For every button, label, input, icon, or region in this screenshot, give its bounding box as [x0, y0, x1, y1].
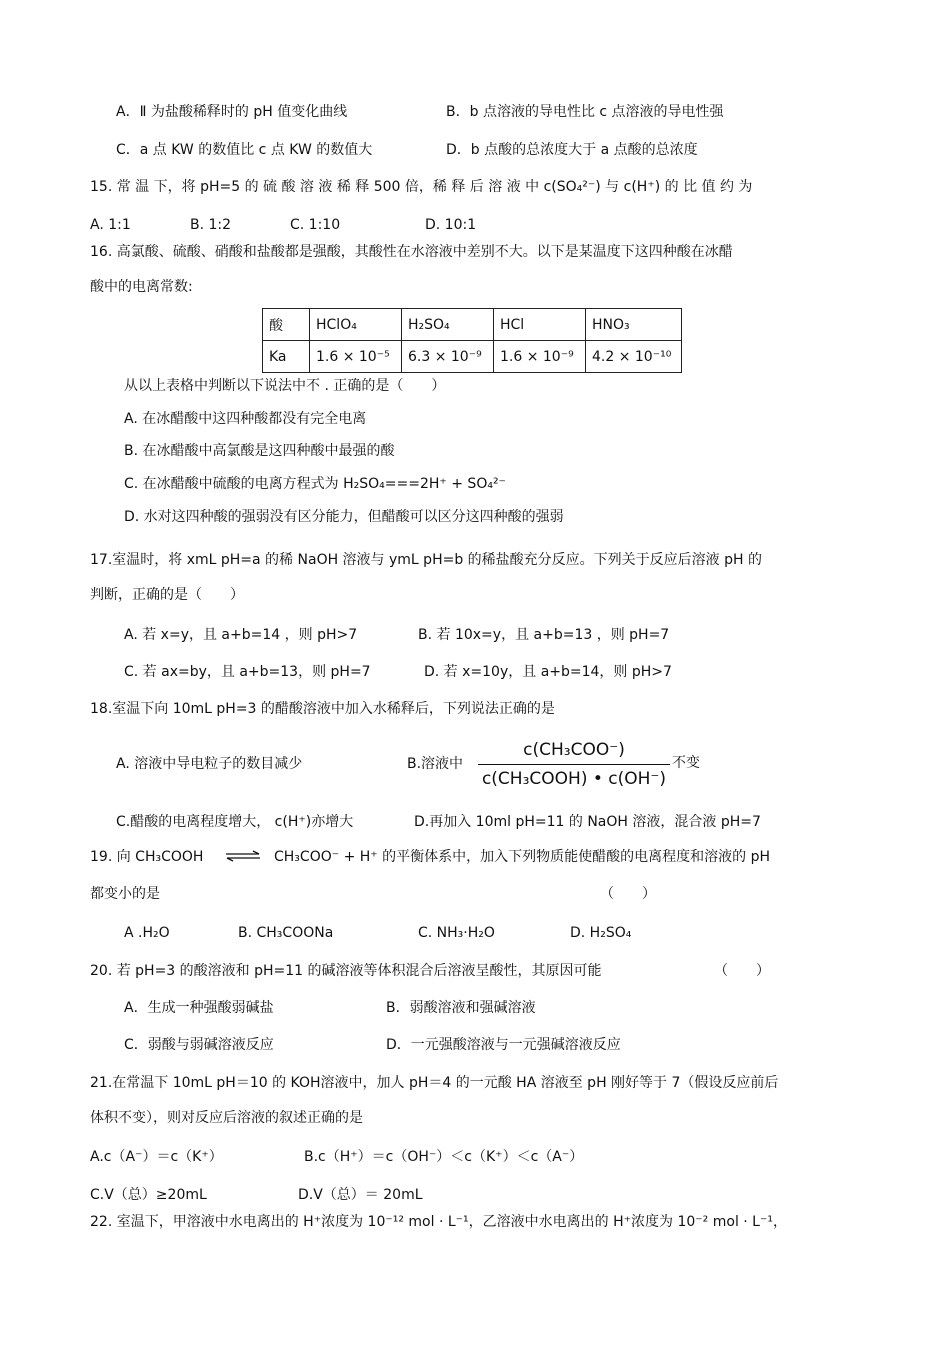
q14-option-c: C．a 点 KW 的数值比 c 点 KW 的数值大 — [116, 142, 373, 158]
fraction-denominator: c(CH₃COOH) • c(OH⁻) — [481, 769, 667, 789]
q21-stem-line2: 体积不变），则对反应后溶液的叙述正确的是 — [90, 1110, 363, 1126]
q20-stem: 20. 若 pH=3 的酸溶液和 pH=11 的碱溶液等体积混合后溶液呈酸性，其原因可能 — [90, 963, 602, 979]
ionization-constant-table — [262, 308, 682, 373]
table-header-cell: H₂SO₄ — [402, 309, 494, 341]
q20-answer-paren: （ ） — [714, 963, 770, 979]
table-row-label: Ka — [263, 341, 310, 373]
q21-option-a: A.c（A⁻）＝c（K⁺） — [90, 1149, 223, 1165]
q16-option-d: D. 水对这四种酸的强弱没有区分能力，但醋酸可以区分这四种酸的强弱 — [124, 509, 564, 525]
q19-option-d: D. H₂SO₄ — [570, 925, 632, 941]
table-cell: 4.2 × 10⁻¹⁰ — [586, 341, 682, 373]
q20-option-c: C．弱酸与弱碱溶液反应 — [124, 1037, 274, 1053]
q17-stem-line2: 判断，正确的是（ ） — [90, 587, 244, 603]
equilibrium-arrow-icon — [225, 850, 261, 862]
q16-stem-line2: 酸中的电离常数: — [90, 279, 193, 295]
fraction-numerator: c(CH₃COO⁻) — [523, 740, 625, 760]
q15-option-d: D. 10:1 — [425, 217, 477, 233]
table-header-cell: HClO₄ — [310, 309, 402, 341]
q21-option-c: C.V（总）≥20mL — [90, 1187, 207, 1203]
q20-option-b: B．弱酸溶液和强碱溶液 — [386, 1000, 536, 1016]
q19-stem-line2: 都变小的是 — [90, 886, 160, 902]
q16-stem-line1: 16. 高氯酸、硫酸、硝酸和盐酸都是强酸，其酸性在水溶液中差别不大。以下是某温度下这四种酸在冰醋 — [90, 244, 733, 260]
q21-stem-line1: 21.在常温下 10mL pH＝10 的 KOH溶液中，加人 pH＝4 的一元酸 HA 溶液至 pH 刚好等于 7（假设反应前后 — [90, 1075, 779, 1091]
q19-option-a: A .H₂O — [124, 925, 170, 941]
table-cell: 6.3 × 10⁻⁹ — [402, 341, 494, 373]
q19-stem-left: 19. 向 CH₃COOH — [90, 849, 204, 865]
q21-option-d: D.V（总）＝ 20mL — [298, 1187, 423, 1203]
q19-answer-paren: （ ） — [600, 886, 656, 902]
q17-stem-line1: 17.室温时，将 xmL pH=a 的稀 NaOH 溶液与 ymL pH=b 的稀盐酸充分反应。下列关于反应后溶液 pH 的 — [90, 552, 762, 568]
q15-option-a: A. 1:1 — [90, 217, 131, 233]
q15-option-b: B. 1:2 — [190, 217, 232, 233]
q19-option-c: C. NH₃·H₂O — [418, 925, 495, 941]
q18-option-b-suffix: 不变 — [672, 755, 700, 771]
q18-option-d: D.再加入 10ml pH=11 的 NaOH 溶液，混合液 pH=7 — [414, 814, 761, 830]
table-row — [263, 341, 682, 373]
q17-option-a: A. 若 x=y，且 a+b=14 ，则 pH>7 — [124, 627, 358, 643]
q16-option-b: B. 在冰醋酸中高氯酸是这四种酸中最强的酸 — [124, 443, 395, 459]
q19-stem-right: CH₃COO⁻ + H⁺ 的平衡体系中，加入下列物质能使醋酸的电离程度和溶液的 pH — [274, 849, 770, 865]
q18-stem: 18.室温下向 10mL pH=3 的醋酸溶液中加入水稀释后，下列说法正确的是 — [90, 701, 555, 717]
table-cell: 1.6 × 10⁻⁵ — [310, 341, 402, 373]
q22-stem: 22. 室温下，甲溶液中水电离出的 H⁺浓度为 10⁻¹² mol · L⁻¹，乙溶液中水电离出的 H⁺浓度为 10⁻² mol · L⁻¹， — [90, 1214, 787, 1230]
q16-question: 从以上表格中判断以下说法中不 . 正确的是（ ） — [124, 378, 446, 394]
q17-option-c: C. 若 ax=by，且 a+b=13，则 pH=7 — [124, 664, 371, 680]
q19-option-b: B. CH₃COONa — [238, 925, 334, 941]
q18-option-b-prefix: B.溶液中 — [407, 756, 464, 772]
q16-option-c: C. 在冰醋酸中硫酸的电离方程式为 H₂SO₄===2H⁺ + SO₄²⁻ — [124, 476, 506, 492]
q18-option-a: A. 溶液中导电粒子的数目减少 — [116, 756, 303, 772]
q18-fraction — [478, 738, 670, 791]
q21-option-b: B.c（H⁺）＝c（OH⁻）＜c（K⁺）＜c（A⁻） — [304, 1149, 584, 1165]
q14-option-b: B．b 点溶液的导电性比 c 点溶液的导电性强 — [446, 104, 724, 120]
q15-stem: 15. 常 温 下，将 pH=5 的 硫 酸 溶 液 稀 释 500 倍，稀 释 后 溶 液 中 c(SO₄²⁻) 与 c(H⁺) 的 比 值 约 为 — [90, 179, 753, 195]
table-header-cell: HCl — [494, 309, 586, 341]
fraction-bar — [478, 764, 670, 765]
q20-option-d: D．一元强酸溶液与一元强碱溶液反应 — [386, 1037, 621, 1053]
q15-option-c: C. 1:10 — [290, 217, 341, 233]
table-header-cell: HNO₃ — [586, 309, 682, 341]
q18-option-c: C.醋酸的电离程度增大， c(H⁺)亦增大 — [116, 814, 354, 830]
q14-option-a: A．Ⅱ 为盐酸稀释时的 pH 值变化曲线 — [116, 104, 348, 120]
table-header-row — [263, 309, 682, 341]
table-header-cell: 酸 — [263, 309, 310, 341]
table-cell: 1.6 × 10⁻⁹ — [494, 341, 586, 373]
q17-option-d: D. 若 x=10y，且 a+b=14，则 pH>7 — [424, 664, 672, 680]
q14-option-d: D．b 点酸的总浓度大于 a 点酸的总浓度 — [446, 142, 698, 158]
q16-option-a: A. 在冰醋酸中这四种酸都没有完全电离 — [124, 411, 367, 427]
q17-option-b: B. 若 10x=y，且 a+b=13 ，则 pH=7 — [418, 627, 670, 643]
q20-option-a: A．生成一种强酸弱碱盐 — [124, 1000, 274, 1016]
